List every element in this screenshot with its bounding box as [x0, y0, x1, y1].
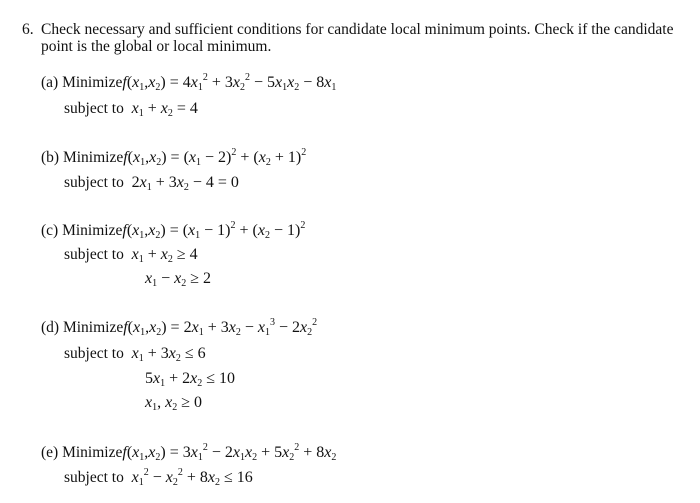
- part-e-constraint-1: [64, 469, 253, 487]
- constraint-expression: $x_1$, $x_2 \ge 0$: [145, 394, 202, 413]
- part-c-function: $f(x_1,x_2) = (x_1 - 1)^2 + (x_2 - 1)^2$: [122, 220, 306, 241]
- subject-to-label: subject to: [64, 246, 124, 263]
- part-e-label: (e) Minimize: [41, 444, 123, 461]
- part-a-constraint-1: [64, 100, 198, 118]
- part-d-objective: [41, 319, 317, 337]
- part-d-constraint-1: [64, 345, 206, 363]
- constraint-expression: $x_1 + 3x_2 \le 6$: [131, 345, 206, 364]
- part-c-label: (c) Minimize: [41, 222, 123, 239]
- part-e-function: $f(x_1,x_2) = 3x_1^2 - 2x_1x_2 + 5x_2^2 + 8x_2$: [122, 442, 337, 463]
- part-a-label: (a) Minimize: [41, 74, 123, 91]
- part-b-label: (b) Minimize: [41, 149, 124, 166]
- part-a-function: $f(x_1,x_2) = 4x_1^2 + 3x_2^2 - 5x_1x_2 - 8x_1$: [122, 72, 337, 93]
- part-b-constraint-1: [64, 174, 239, 192]
- subject-to-label: subject to: [64, 100, 124, 117]
- constraint-expression: $5x_1 + 2x_2 \le 10$: [145, 370, 236, 389]
- constraint-expression: $x_1 - x_2 \ge 2$: [145, 270, 212, 289]
- part-b-function: $f(x_1,x_2) = (x_1 - 2)^2 + (x_2 + 1)^2$: [123, 147, 307, 168]
- constraint-expression: $2x_1 + 3x_2 - 4 = 0$: [131, 174, 239, 193]
- subject-to-label: subject to: [64, 345, 124, 362]
- part-d-label: (d) Minimize: [41, 319, 124, 336]
- part-d-constraint-3: [145, 394, 202, 412]
- problem-intro-line-1: Check necessary and sufficient conditions for candidate local minimum points. Check if the candidate: [41, 21, 674, 38]
- part-c-objective: [41, 222, 305, 240]
- part-b-objective: [41, 149, 306, 167]
- subject-to-label: subject to: [64, 174, 124, 191]
- part-c-constraint-1: [64, 246, 198, 264]
- problem-intro-line-2: point is the global or local minimum.: [41, 38, 272, 55]
- part-c-constraint-2: [145, 270, 211, 288]
- problem-number: 6.: [22, 21, 34, 38]
- constraint-expression: $x_1 + x_2 = 4$: [131, 100, 198, 119]
- constraint-expression: $x_1^2 - x_2^2 + 8x_2 \le 16$: [131, 467, 253, 488]
- subject-to-label: subject to: [64, 469, 124, 486]
- part-d-constraint-2: [145, 370, 235, 388]
- part-a-objective: [41, 74, 336, 92]
- constraint-expression: $x_1 + x_2 \ge 4$: [131, 246, 198, 265]
- part-e-objective: [41, 444, 336, 462]
- part-d-function: $f(x_1,x_2) = 2x_1 + 3x_2 - x_1^3 - 2x_2^2$: [123, 317, 318, 338]
